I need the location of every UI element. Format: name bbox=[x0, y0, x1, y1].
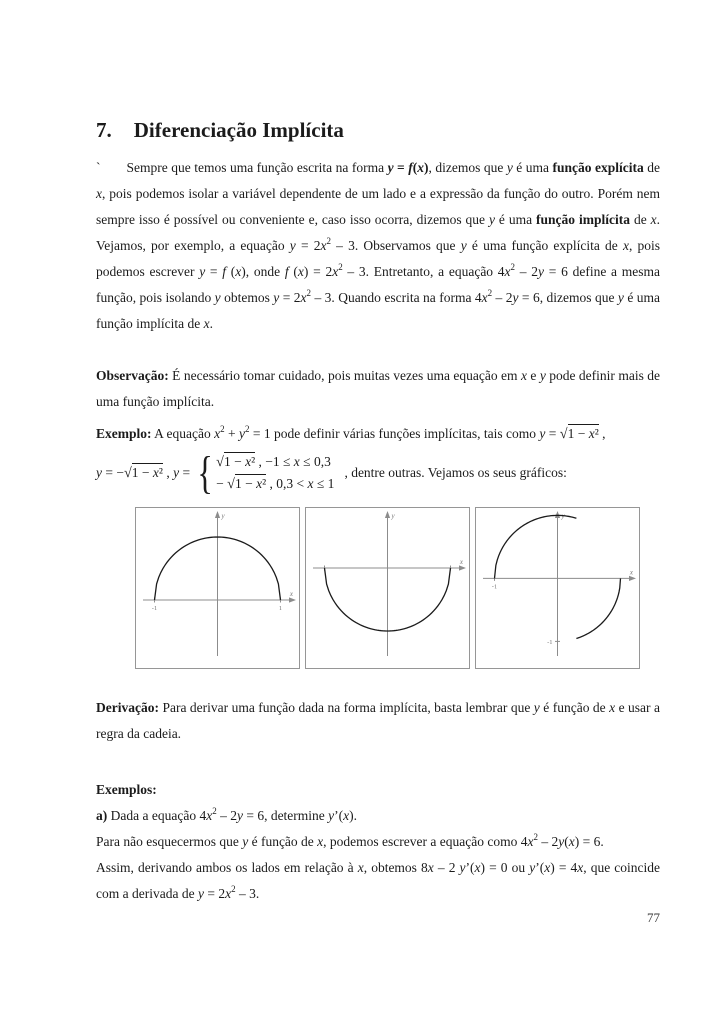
formula-lead: y = −√1 − x² , y = bbox=[96, 464, 191, 481]
paragraph-intro: ` Sempre que temos uma função escrita na forma y = f(x), dizemos que y é uma função explícita de x, pois podemos isolar a variável dependente de um lado e a expressão da função do outro. Porém nem sempre isso é possível ou conveniente e, caso isso ocorra, dizemos que y é uma função implícita de x. Vejamos, por exemplo, a equação $y = 2x^2 - 3$. Observamos que y é uma função explícita de x, pois podemos escrever y = f (x), onde f $(x) = 2x^2 - 3$. Entretanto, a equação $4x^2 - 2y = 6$ define a mesma função, pois isolando y obtemos $y = 2x^2 - 3$. Quando escrita na forma $4x^2 - 2y = 6$, dizemos que y é uma função implícita de x. bbox=[96, 160, 661, 331]
section-title-text: Diferenciação Implícita bbox=[133, 118, 344, 142]
svg-text:y: y bbox=[391, 512, 395, 520]
graph-canvas bbox=[306, 508, 469, 668]
paragraph-exemplo: Exemplo: A equação $x^2 + y^2 = 1$ pode definir várias funções implícitas, tais como y = √1 − x² , bbox=[96, 424, 606, 442]
paragraph-observacao: Observação: É necessário tomar cuidado, pois muitas vezes uma equação em x e y pode definir mais de uma função implícita. bbox=[96, 368, 660, 409]
graph-upper-semicircle bbox=[135, 507, 300, 669]
graphs-row bbox=[135, 507, 660, 669]
page-number: 77 bbox=[647, 910, 660, 925]
heading-exemplos: Exemplos: bbox=[96, 782, 157, 797]
svg-text:-1: -1 bbox=[547, 638, 553, 646]
piecewise-case-1: √1 − x² , −1 ≤ x ≤ 0,3 bbox=[216, 454, 331, 470]
spacer bbox=[96, 337, 660, 363]
graph-lower-semicircle bbox=[305, 507, 470, 669]
piecewise-cases bbox=[216, 451, 334, 495]
svg-text:y: y bbox=[221, 512, 225, 520]
section-number: 7. bbox=[96, 118, 112, 142]
left-brace: { bbox=[197, 447, 213, 498]
formula-tail: , dentre outras. Vejamos os seus gráficos: bbox=[344, 465, 567, 480]
paragraph-item-a-line2: Para não esquecermos que y é função de x, podemos escrever a equação como $4x^2 - 2y(x) = 6$. bbox=[96, 832, 604, 849]
paragraph-derivacao: Derivação: Para derivar uma função dada na forma implícita, basta lembrar que y é função de x e usar a regra da cadeia. bbox=[96, 700, 660, 741]
svg-text:x: x bbox=[629, 568, 633, 577]
svg-text:1: 1 bbox=[278, 605, 283, 612]
svg-text:-1: -1 bbox=[491, 583, 498, 591]
svg-text:-1: -1 bbox=[151, 605, 158, 612]
paragraph-item-a-line3: Assim, derivando ambos os lados em relação à x, obtemos 8x – 2 y’(x) = 0 ou y’(x) = 4x, que coincide com a derivada de $y = 2x^2 - 3$. bbox=[96, 860, 661, 901]
graph-canvas bbox=[136, 508, 299, 668]
graph-piecewise bbox=[475, 507, 640, 669]
graph-canvas bbox=[476, 508, 639, 668]
piecewise-formula bbox=[96, 447, 660, 498]
svg-text:x: x bbox=[459, 558, 463, 566]
svg-text:y: y bbox=[561, 512, 565, 520]
svg-text:x: x bbox=[289, 590, 293, 598]
piecewise-case-2: − √1 − x² , 0,3 < x ≤ 1 bbox=[216, 476, 335, 492]
section-title bbox=[96, 118, 660, 143]
paragraph-item-a: a) Dada a equação $4x^2 - 2y = 6$, determine y’(x). bbox=[96, 806, 358, 823]
